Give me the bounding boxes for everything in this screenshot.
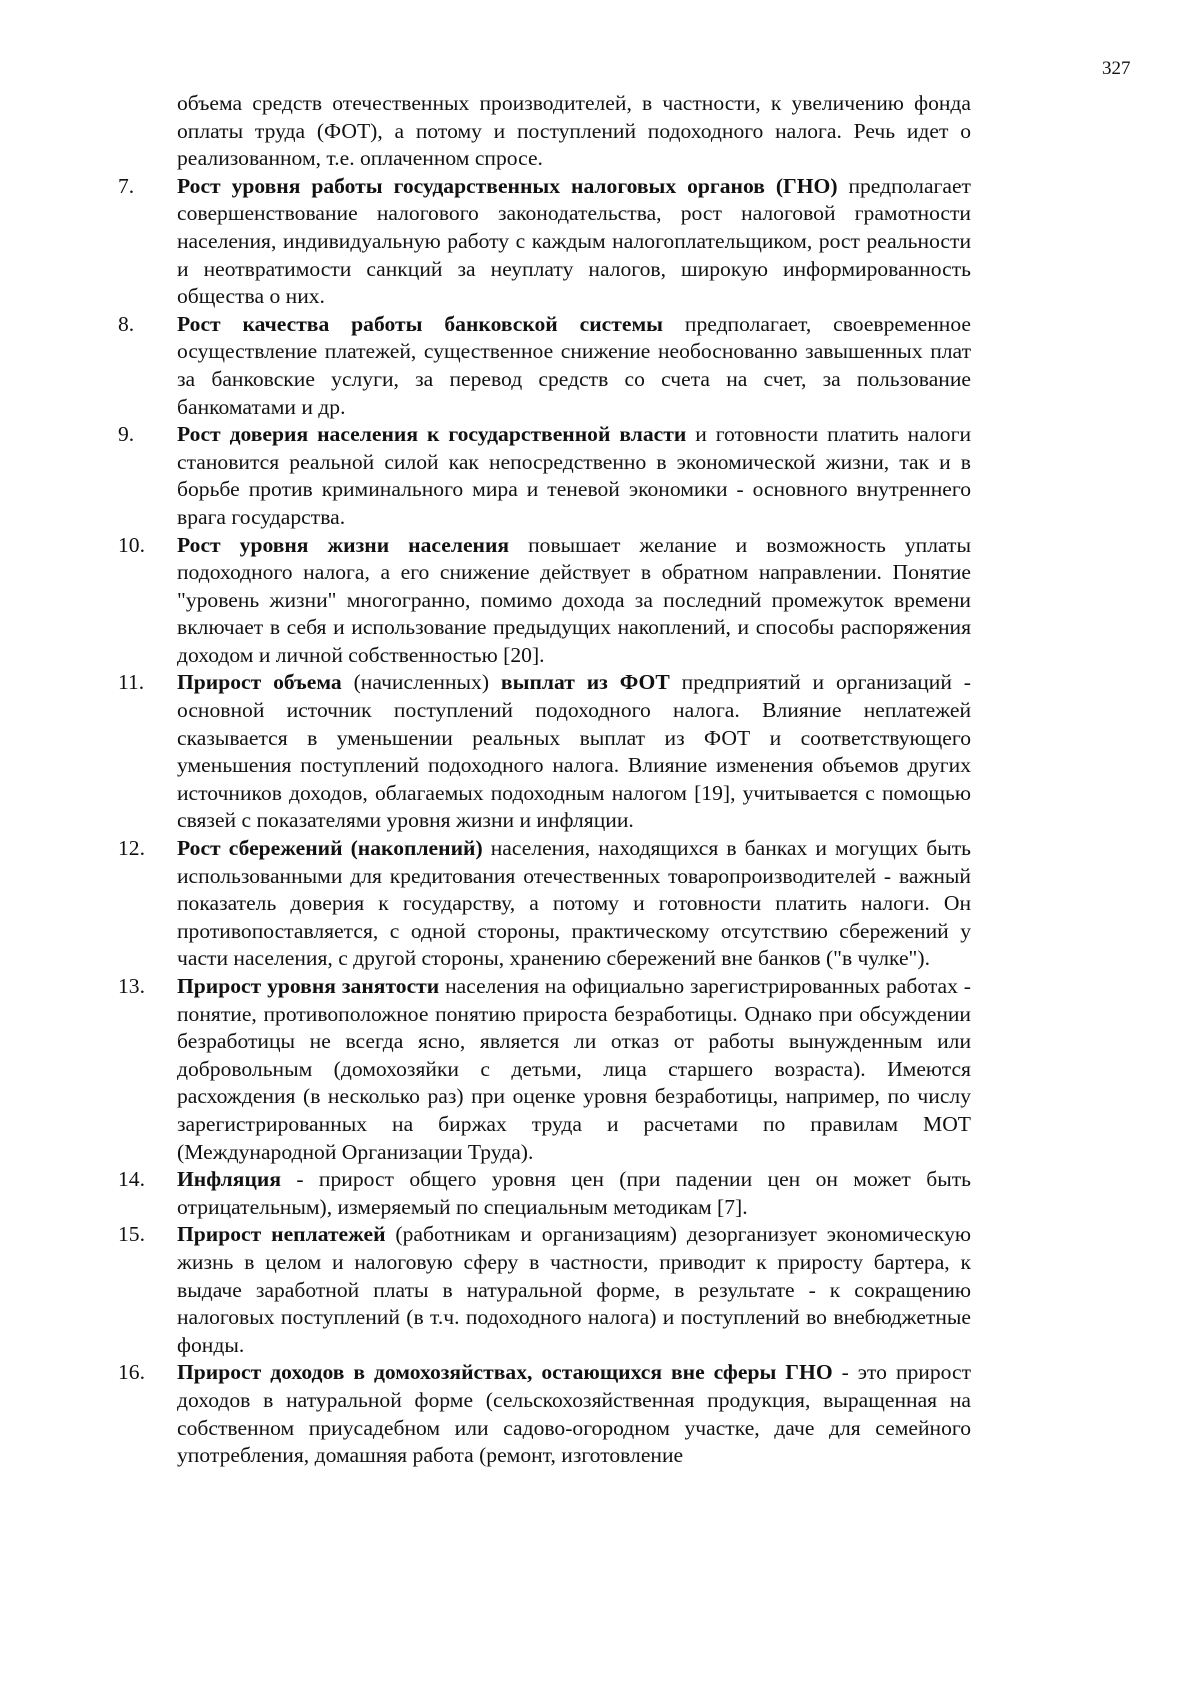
item-number: 10. (118, 532, 145, 557)
item-text: предполагает, своевременное осуществление платежей, существенное снижение необоснованно завышенных плат за банковские услуги, за перевод средств со счета на счет, за пользование банкоматами и др. (177, 311, 971, 419)
item-number: 11. (118, 670, 145, 695)
item-number: 15. (118, 1222, 145, 1247)
item-number: 13. (118, 974, 145, 998)
item-number: 9. (118, 422, 135, 447)
item-text: - прирост общего уровня цен (при падении цен он может быть отрицательным), измеряемый по специальным методикам [7]. (177, 1167, 971, 1219)
item-number: 8. (118, 311, 135, 336)
item-heading-second: выплат из ФОТ (500, 670, 670, 695)
item-number: 14. (118, 1167, 145, 1192)
item-text: населения на официально зарегистрированных работах - понятие, противоположное понятию прироста безработицы. Однако при обсуждении безработицы не всегда ясно, является ли отказ от работы вынужденным или добровольным (домохозяйки с детьми, лица старшего возраста). Имеются расхождения (в несколько раз) при оценке уровня безработицы, например, по числу зарегистрированных на биржах труда и расчетами по правилам МОТ (Международной Организации Труда). (177, 974, 971, 1164)
page-number: 327 (1102, 58, 1131, 79)
item-text: предполагает совершенствование налогового законодательства, рост налоговой грамотности населения, индивидуальную работу с каждым налогоплательщиком, рост реальности и неотвратимости санкций за неуплату налогов, широкую информированность общества о них. (177, 173, 971, 309)
item-heading: Инфляция (177, 1167, 282, 1192)
list-item (118, 532, 971, 670)
item-heading: Рост доверия населения к государственной власти (177, 422, 687, 447)
item-text: (работникам и организациям) дезорганизует экономическую жизнь в целом и налоговую сферу в частности, приводит к приросту бартера, к выдаче заработной платы в натуральной форме, в результате - к сокращению налоговых поступлений (в т.ч. подоходного налога) и поступлений во внебюджетные фонды. (177, 1222, 971, 1357)
item-text: - это прирост доходов в натуральной форме (сельскохозяйственная продукция, выращенная на собственном приусадебном или садово-огородном участке, даче для семейного употребления, домашняя работа (ремонт, изготовление (177, 1360, 972, 1468)
item-text: повышает желание и возможность уплаты подоходного налога, а его снижение действует в обратном направлении. Понятие "уровень жизни" многогранно, помимо дохода за последний промежуток времени включает в себя и использование предыдущих накоплений, и способы распоряжения доходом и личной собственностью [20]. (177, 532, 971, 667)
item-heading: Прирост объема (177, 670, 342, 695)
item-number: 16. (118, 1360, 145, 1385)
item-heading: Прирост уровня занятости (177, 974, 440, 998)
page-content (118, 90, 971, 1470)
list-item (118, 173, 971, 311)
list-item (118, 973, 971, 1166)
item-heading: Прирост неплатежей (177, 1222, 386, 1247)
list-item (118, 835, 971, 973)
list-item (118, 1166, 971, 1221)
item-text: населения, находящихся в банках и могущих быть использованными для кредитования отечественных товаропроизводителей - важный показатель доверия к государству, а потому и готовности платить налоги. Он противопоставляется, с одной стороны, практическому отсутствию сбережений у части населения, с другой стороны, хранению сбережений вне банков ("в чулке"). (177, 836, 971, 971)
item-heading: Рост уровня жизни населения (177, 532, 510, 557)
intro-paragraph: объема средств отечественных производителей, в частности, к увеличению фонда оплаты труда (ФОТ), а потому и поступлений подоходного налога. Речь идет о реализованном, т.е. оплаченном спросе. (177, 91, 971, 171)
item-text: и готовности платить налоги становится реальной силой как непосредственно в экономической жизни, так и в борьбе против криминального мира и теневой экономики - основного внутреннего врага государства. (177, 422, 972, 529)
item-heading: Рост сбережений (накоплений) (177, 836, 483, 861)
list-item (118, 1359, 971, 1469)
item-text-second: предприятий и организаций - основной источник поступлений подоходного налога. Влияние неплатежей сказывается в уменьшении реальных выплат из ФОТ и соответствующего уменьшения поступлений подоходного налога. Влияние изменения объемов других источников доходов, облагаемых подоходным налогом [19], учитывается с помощью связей с показателями уровня жизни и инфляции. (177, 670, 971, 833)
list-item (118, 1221, 971, 1359)
item-heading: Рост качества работы банковской системы (177, 311, 664, 336)
item-text: (начисленных) (341, 670, 501, 695)
item-number: 7. (118, 173, 135, 198)
list-item (118, 669, 971, 835)
list-item (118, 311, 971, 421)
item-heading: Прирост доходов в домохозяйствах, остающихся вне сферы ГНО (177, 1360, 833, 1385)
item-heading: Рост уровня работы государственных налоговых органов (ГНО) (177, 173, 838, 198)
list-item (118, 421, 971, 531)
item-number: 12. (118, 836, 145, 861)
